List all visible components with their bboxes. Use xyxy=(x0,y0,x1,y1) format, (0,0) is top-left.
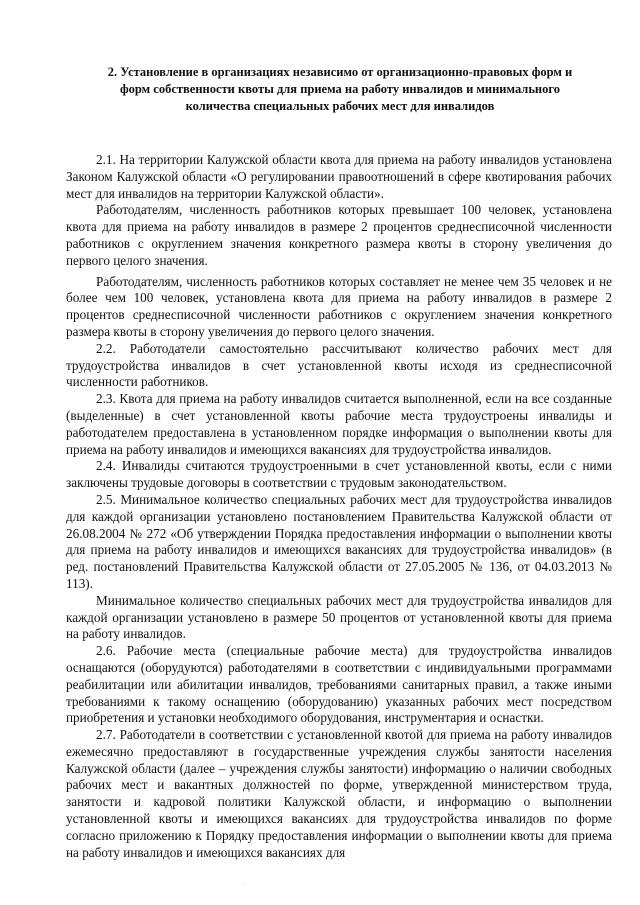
paragraph-2-1: 2.1. На территории Калужской области квота для приема на работу инвалидов установлена Законом Калужской области «О регулировании правоотношений в сфере квотирования рабочих мест для инвалидов на территории Калужской области». xyxy=(66,152,612,201)
paragraph-2-2: 2.2. Работодатели самостоятельно рассчитывают количество рабочих мест для трудоустройства инвалидов в счет установленной квоты исходя из среднесписочной численности работников. xyxy=(66,340,612,390)
section-heading xyxy=(70,64,610,115)
paragraph-quota-over-100: Работодателям, численность работников которых превышает 100 человек, установлена квота для приема на работу инвалидов в размере 2 процентов среднесписочной численности работников с округлением значения конкретного размера квоты в сторону увеличения до первого целого значения. xyxy=(66,202,612,268)
paragraph-2-7: 2.7. Работодатели в соответствии с установленной квотой для приема на работу инвалидов ежемесячно предоставляют в государственные учреждения службы занятости населения Калужской области (далее – учреждения службы занятости) информацию о наличии свободных рабочих мест и вакантных должностей по форме, утвержденной министерством труда, занятости и кадровой политики Калужской области, и информацию о выполнении установленной квоты и имеющихся вакансиях для трудоустройства инвалидов по форме согласно приложению к Порядку предоставления информации о выполнении квоты для приема на работу инвалидов и имеющихся вакансиях для xyxy=(66,727,612,860)
paragraph-minimum-special-places: Минимальное количество специальных рабочих мест для трудоустройства инвалидов для каждой организации установлено в размере 50 процентов от установленной квоты для приема на работу инвалидов. xyxy=(66,592,612,642)
paragraph-2-3: 2.3. Квота для приема на работу инвалидов считается выполненной, если на все созданные (выделенные) в счет установленной квоты рабочие места трудоустроены инвалиды и работодателем предоставлена в установленном порядке информация о выполнении квоты для приема на работу инвалидов и имеющихся вакансиях для трудоустройства инвалидов. xyxy=(66,391,612,457)
section-heading-line: количества специальных рабочих мест для инвалидов xyxy=(185,99,495,113)
paragraph-2-5: 2.5. Минимальное количество специальных рабочих мест для трудоустройства инвалидов для каждой организации установлено постановлением Правительства Калужской области от 26.08.2004 № 272 «Об утверждении Порядка предоставления информации о выполнении квоты для приема на работу инвалидов и имеющихся вакансиях для трудоустройства инвалидов» (в ред. постановлений Правительства Калужской области от 27.05.2005 № 136, от 04.03.2013 № 113). xyxy=(66,491,612,591)
paragraph-quota-35-100: Работодателям, численность работников которых составляет не менее чем 35 человек и не более чем 100 человек, установлена квота для приема на работу инвалидов в размере 2 процентов среднесписочной численности работников с округлением значения конкретного размера квоты в сторону увеличения до первого целого значения. xyxy=(66,273,612,339)
section-heading-line: форм собственности квоты для приема на работу инвалидов и минимального xyxy=(119,82,560,96)
paragraph-2-6: 2.6. Рабочие места (специальные рабочие места) для трудоустройства инвалидов оснащаются (оборудуются) работодателями в соответствии с индивидуальными программами реабилитации или абилитации инвалидов, требованиями санитарных правил, а также иными требованиями к такому оснащению (оборудованию) указанных рабочих мест посредством приобретения и установки необходимого оборудования, инструментария и оснастки. xyxy=(66,643,612,726)
section-heading-line: 2. Установление в организациях независимо от организационно-правовых форм и xyxy=(107,65,573,79)
document-body xyxy=(66,152,612,861)
paragraph-2-4: 2.4. Инвалиды считаются трудоустроенными в счет установленной квоты, если с ними заключены трудовые договоры в соответствии с трудовым законодательством. xyxy=(66,458,612,491)
scan-speck xyxy=(244,883,245,884)
